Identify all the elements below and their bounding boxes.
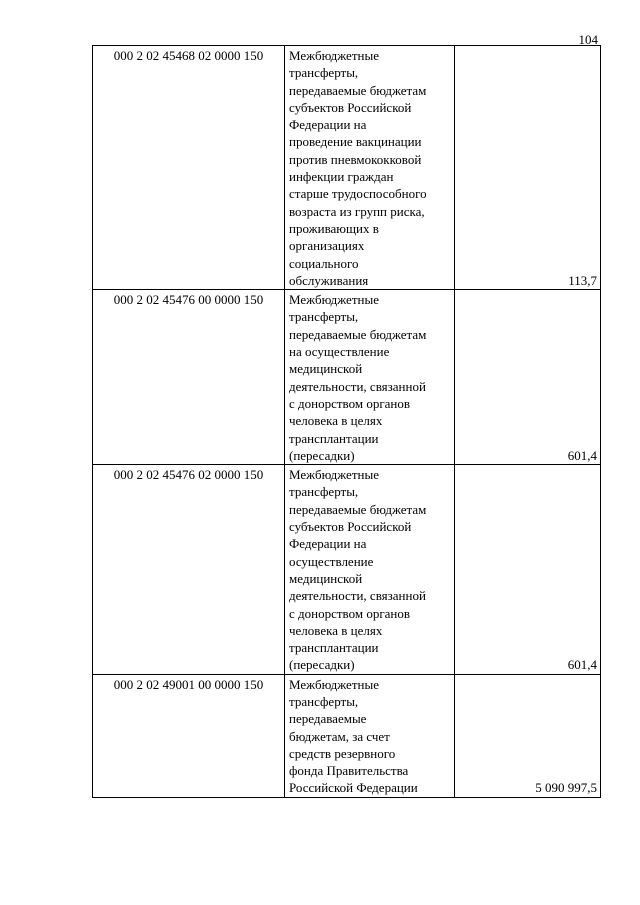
item-name-line: Федерации на (289, 117, 367, 133)
item-name-cell (285, 290, 455, 465)
item-name-line: Федерации на (289, 536, 367, 552)
item-name-line: человека в целях (289, 622, 383, 638)
item-name-line: медицинской (289, 361, 363, 377)
item-name-line: трансплантации (289, 430, 379, 446)
item-name-line: возраста из групп риска, (289, 203, 425, 219)
item-name-line: субъектов Российской (289, 519, 412, 535)
item-name-line: социального (289, 255, 359, 271)
item-name-line: деятельности, связанной (289, 378, 426, 394)
item-name-line: организациях (289, 238, 365, 254)
item-name-line: с донорством органов (289, 605, 411, 621)
item-name-line: трансферты, (289, 309, 359, 325)
item-name-cell (285, 674, 455, 797)
amount-cell: 601,4 (455, 290, 601, 465)
item-name-line: проведение вакцинации (289, 134, 422, 150)
amount-cell: 113,7 (455, 46, 601, 290)
budget-code-cell: 000 2 02 49001 00 0000 150 (93, 674, 285, 797)
budget-code-cell: 000 2 02 45476 02 0000 150 (93, 465, 285, 675)
item-name-line: передаваемые бюджетам (289, 501, 427, 517)
page-number: 104 (578, 32, 598, 47)
budget-table (92, 45, 601, 798)
table-body (93, 46, 601, 798)
table-row (93, 46, 601, 290)
item-name-line: инфекции граждан (289, 169, 394, 185)
item-name-line: передаваемые бюджетам (289, 82, 427, 98)
item-name-line: трансферты, (289, 693, 359, 709)
item-name-line: средств резервного (289, 745, 396, 761)
item-name-line: передаваемые (289, 711, 367, 727)
item-name-line: проживающих в (289, 220, 379, 236)
item-name-line: Российской Федерации (289, 780, 418, 796)
item-name-line: Межбюджетные (289, 48, 379, 63)
item-name-line: фонда Правительства (289, 763, 409, 779)
item-name-line: медицинской (289, 570, 363, 586)
item-name-line: (пересадки) (289, 447, 355, 463)
item-name-line: Межбюджетные (289, 467, 379, 483)
table-row (93, 465, 601, 675)
item-name-line: старше трудоспособного (289, 186, 427, 202)
item-name-line: осуществление (289, 553, 374, 569)
item-name-line: обслуживания (289, 272, 369, 288)
item-name-line: против пневмококковой (289, 151, 422, 167)
item-name-line: с донорством органов (289, 395, 411, 411)
item-name-cell (285, 46, 455, 290)
table-row (93, 674, 601, 797)
item-name-line: передаваемые бюджетам (289, 326, 427, 342)
amount-cell: 601,4 (455, 465, 601, 675)
item-name-cell (285, 465, 455, 675)
budget-code-cell: 000 2 02 45476 00 0000 150 (93, 290, 285, 465)
item-name-line: Межбюджетные (289, 676, 379, 692)
table-row (93, 290, 601, 465)
item-name-line: бюджетам, за счет (289, 728, 390, 744)
item-name-line: трансферты, (289, 484, 359, 500)
budget-code-cell: 000 2 02 45468 02 0000 150 (93, 46, 285, 290)
item-name-line: Межбюджетные (289, 292, 379, 308)
item-name-line: на осуществление (289, 344, 390, 360)
item-name-line: (пересадки) (289, 657, 355, 673)
item-name-line: трансферты, (289, 65, 359, 81)
amount-cell: 5 090 997,5 (455, 674, 601, 797)
item-name-line: трансплантации (289, 640, 379, 656)
item-name-line: человека в целях (289, 413, 383, 429)
item-name-line: деятельности, связанной (289, 588, 426, 604)
item-name-line: субъектов Российской (289, 99, 412, 115)
